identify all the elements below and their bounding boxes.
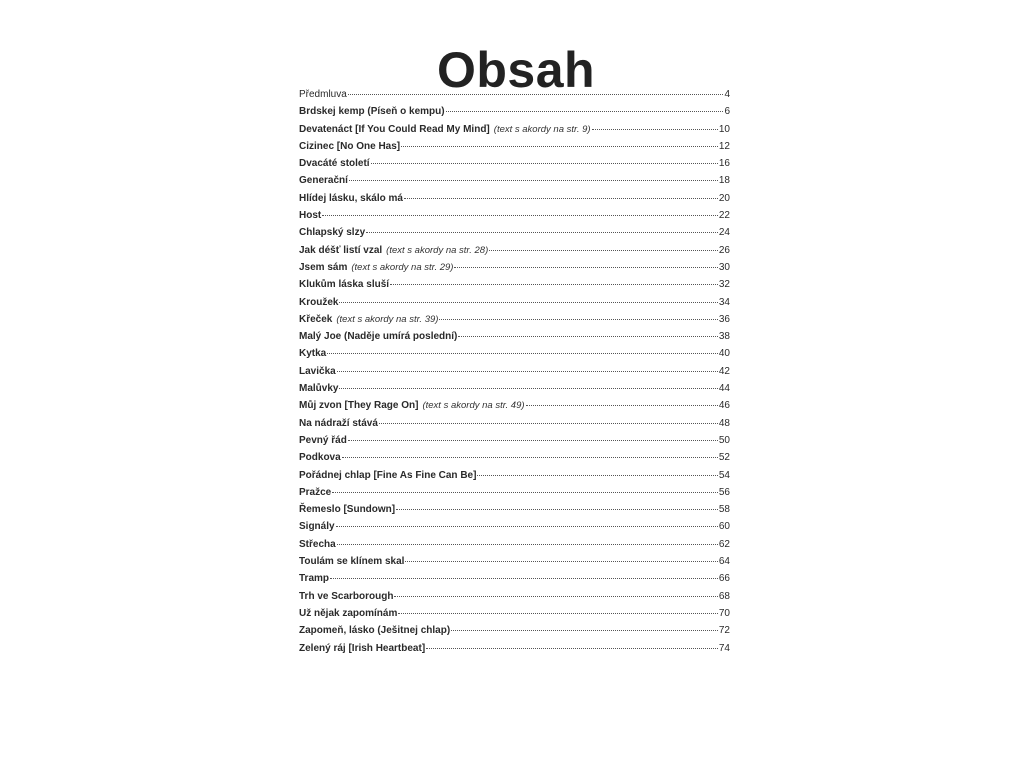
toc-entry: [299, 640, 730, 657]
dot-leader: [349, 180, 718, 181]
toc-entry: [299, 570, 730, 587]
toc-entry-page-number: 56: [718, 486, 730, 498]
toc-entry-title: Host: [299, 210, 322, 222]
toc-entry-title: Už nějak zapomínám: [299, 607, 398, 619]
toc-entry-page-number: 52: [718, 452, 730, 464]
toc-entry-title: Trh ve Scarborough: [299, 590, 394, 602]
toc-entry-page-number: 20: [718, 192, 730, 204]
dot-leader: [489, 250, 718, 251]
toc-entry-page-number: 48: [718, 417, 730, 429]
toc-entry-note: ( text s akordy na str. 9 ): [494, 121, 591, 138]
toc-entry: [299, 501, 730, 518]
table-of-contents: [299, 86, 730, 657]
dot-leader: [446, 111, 724, 112]
toc-entry: [299, 259, 730, 276]
toc-entry: [299, 138, 730, 155]
toc-entry-title: Malůvky: [299, 383, 339, 395]
toc-entry-title: Pořádnej chlap [Fine As Fine Can Be]: [299, 469, 477, 481]
toc-entry-title: Kytka: [299, 348, 327, 360]
toc-entry-page-number: 26: [718, 244, 730, 256]
dot-leader: [371, 163, 718, 164]
toc-entry-title: Na nádraží stává: [299, 417, 378, 429]
toc-entry-title: Signály: [299, 521, 335, 533]
toc-entry-page-number: 36: [718, 313, 730, 325]
toc-entry: [299, 553, 730, 570]
dot-leader: [332, 492, 718, 493]
toc-entry-title: Jsem sám: [299, 261, 348, 273]
toc-entry-title: Devatenáct [If You Could Read My Mind]: [299, 123, 490, 135]
toc-entry: [299, 449, 730, 466]
toc-entry-title: Křeček: [299, 313, 333, 325]
toc-entry: [299, 311, 730, 328]
toc-entry-page-number: 42: [718, 365, 730, 377]
toc-entry-page-number: 10: [718, 123, 730, 135]
toc-entry-page-number: 60: [718, 521, 730, 533]
dot-leader: [451, 630, 718, 631]
toc-entry-page-number: 66: [718, 573, 730, 585]
dot-leader: [401, 146, 718, 147]
toc-entry: [299, 328, 730, 345]
toc-entry-page-number: 70: [718, 607, 730, 619]
toc-entry: [299, 121, 730, 138]
dot-leader: [348, 440, 718, 441]
toc-entry: [299, 207, 730, 224]
toc-entry-page-number: 54: [718, 469, 730, 481]
dot-leader: [439, 319, 717, 320]
toc-entry-title: Cizinec [No One Has]: [299, 140, 401, 152]
toc-entry: [299, 605, 730, 622]
toc-entry-title: Kroužek: [299, 296, 339, 308]
dot-leader: [396, 509, 718, 510]
toc-entry-page-number: 40: [718, 348, 730, 360]
dot-leader: [339, 302, 717, 303]
toc-entry-page-number: 22: [718, 210, 730, 222]
dot-leader: [592, 129, 718, 130]
dot-leader: [337, 371, 718, 372]
toc-entry-note: ( text s akordy na str. 39 ): [336, 311, 438, 328]
toc-entry-page-number: 44: [718, 383, 730, 395]
toc-entry: [299, 276, 730, 293]
toc-entry-title: Hlídej lásku, skálo má: [299, 192, 403, 204]
toc-entry-title: Jak déšť listí vzal: [299, 244, 383, 256]
page-title: Obsah: [436, 41, 596, 98]
toc-entry: [299, 467, 730, 484]
dot-leader: [336, 526, 718, 527]
toc-entry: [299, 242, 730, 259]
toc-entry-title: Tramp: [299, 573, 330, 585]
dot-leader: [454, 267, 717, 268]
toc-entry: [299, 622, 730, 639]
dot-leader: [405, 561, 717, 562]
toc-entry-note: ( text s akordy na str. 29 ): [351, 259, 453, 276]
toc-entry: [299, 190, 730, 207]
toc-entry-title: Střecha: [299, 538, 336, 550]
dot-leader: [390, 284, 718, 285]
dot-leader: [322, 215, 718, 216]
toc-entry-title: Klukům láska sluší: [299, 279, 390, 291]
dot-leader: [458, 336, 718, 337]
toc-entry-page-number: 62: [718, 538, 730, 550]
toc-entry: [299, 380, 730, 397]
dot-leader: [526, 405, 718, 406]
toc-entry-page-number: 58: [718, 504, 730, 516]
dot-leader: [477, 475, 717, 476]
toc-entry-title: Generační: [299, 175, 348, 187]
dot-leader: [404, 198, 718, 199]
toc-entry-title: Předmluva: [299, 89, 347, 100]
toc-entry-page-number: 46: [718, 400, 730, 412]
toc-entry-title: Zelený ráj [Irish Heartbeat]: [299, 642, 426, 654]
dot-leader: [379, 423, 718, 424]
toc-entry-title: Lavička: [299, 365, 336, 377]
toc-entry-page-number: 74: [718, 642, 730, 654]
toc-entry: [299, 518, 730, 535]
dot-leader: [327, 353, 718, 354]
toc-entry: [299, 536, 730, 553]
toc-entry-page-number: 68: [718, 590, 730, 602]
toc-entry-page-number: 32: [718, 279, 730, 291]
toc-entry-page-number: 72: [718, 625, 730, 637]
toc-entry: [299, 397, 730, 414]
toc-entry-title: Řemeslo [Sundown]: [299, 504, 396, 516]
toc-entry-title: Pevný řád: [299, 434, 347, 446]
toc-entry-title: Dvacáté století: [299, 158, 370, 170]
toc-entry-title: Toulám se klínem skal: [299, 556, 405, 568]
toc-entry-title: Pražce: [299, 486, 332, 498]
toc-entry-page-number: 24: [718, 227, 730, 239]
toc-entry: [299, 172, 730, 189]
dot-leader: [348, 94, 724, 95]
toc-entry: [299, 484, 730, 501]
dot-leader: [330, 578, 718, 579]
toc-entry-page-number: 34: [718, 296, 730, 308]
toc-entry-page-number: 12: [718, 140, 730, 152]
toc-entry: [299, 224, 730, 241]
toc-entry-page-number: 50: [718, 434, 730, 446]
toc-entry: [299, 345, 730, 362]
toc-entry: [299, 363, 730, 380]
toc-entry-title: Můj zvon [They Rage On]: [299, 400, 419, 412]
toc-entry: [299, 155, 730, 172]
toc-entry-page-number: 16: [718, 158, 730, 170]
dot-leader: [342, 457, 718, 458]
toc-entry-title: Malý Joe (Naděje umírá poslední): [299, 331, 458, 343]
dot-leader: [337, 544, 718, 545]
toc-entry: [299, 294, 730, 311]
dot-leader: [394, 596, 717, 597]
toc-entry: [299, 432, 730, 449]
toc-entry-page-number: 6: [724, 106, 730, 118]
toc-entry: [299, 103, 730, 120]
toc-entry: [299, 415, 730, 432]
toc-entry-title: Chlapský slzy: [299, 227, 366, 239]
toc-entry-page-number: 18: [718, 175, 730, 187]
dot-leader: [398, 613, 718, 614]
toc-entry-page-number: 64: [718, 556, 730, 568]
dot-leader: [339, 388, 717, 389]
toc-entry-title: Zapomeň, lásko (Ješitnej chlap): [299, 625, 451, 637]
dot-leader: [426, 648, 718, 649]
toc-entry-title: Brdskej kemp (Píseň o kempu): [299, 106, 445, 118]
toc-entry-title: Podkova: [299, 452, 341, 464]
toc-entry-note: ( text s akordy na str. 49 ): [422, 397, 524, 414]
toc-entry-page-number: 4: [724, 89, 730, 100]
toc-entry: [299, 588, 730, 605]
toc-entry-page-number: 30: [718, 261, 730, 273]
dot-leader: [366, 232, 718, 233]
toc-entry-page-number: 38: [718, 331, 730, 343]
toc-entry-note: ( text s akordy na str. 28 ): [386, 242, 488, 259]
toc-entry: [299, 86, 730, 103]
